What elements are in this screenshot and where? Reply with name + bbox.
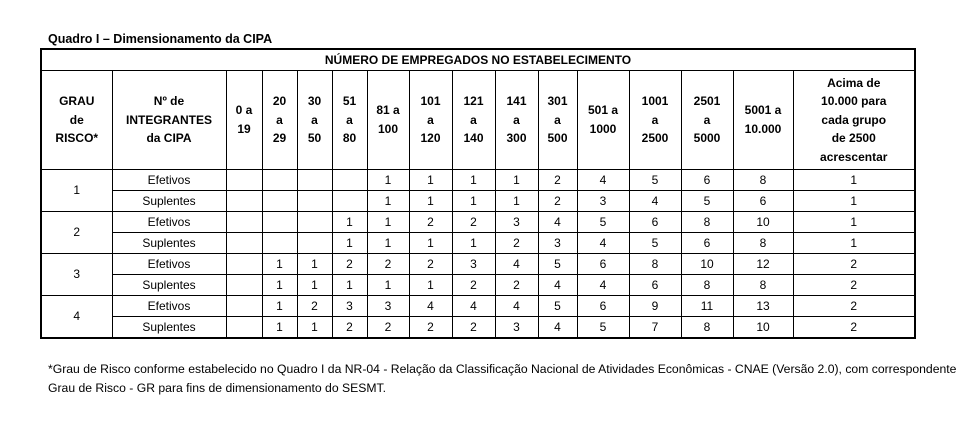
member-type-cell: Efetivos <box>112 254 226 275</box>
value-cell: 5 <box>629 170 681 191</box>
range-header-line: a <box>554 112 561 127</box>
value-cell: 3 <box>332 296 367 317</box>
grau-cell: 1 <box>41 170 112 212</box>
value-cell: 6 <box>577 296 629 317</box>
table-row <box>41 275 915 296</box>
range-header-line: 2501 <box>693 94 721 109</box>
value-cell: 5 <box>538 296 577 317</box>
value-cell <box>297 233 332 254</box>
range-header-line: a <box>513 112 520 127</box>
range-header-line: 19 <box>237 122 251 136</box>
range-header-line: a <box>651 112 659 127</box>
value-cell: 1 <box>332 275 367 296</box>
range-header-line: 0 a <box>235 103 253 118</box>
value-cell: 2 <box>297 296 332 317</box>
value-cell: 1 <box>297 317 332 339</box>
range-header-line: a <box>276 112 283 127</box>
table-row <box>41 212 915 233</box>
value-cell <box>297 170 332 191</box>
value-cell: 1 <box>409 233 452 254</box>
table-row <box>41 170 915 191</box>
value-cell: 10 <box>733 317 793 339</box>
value-cell: 1 <box>793 212 915 233</box>
value-cell: 6 <box>733 191 793 212</box>
range-header <box>297 71 332 170</box>
value-cell: 1 <box>332 233 367 254</box>
value-cell <box>226 212 262 233</box>
value-cell: 4 <box>538 317 577 339</box>
range-header <box>733 71 793 170</box>
value-cell: 4 <box>495 254 538 275</box>
range-header-line: 80 <box>342 131 357 146</box>
value-cell: 1 <box>452 170 495 191</box>
table-row <box>41 317 915 339</box>
range-header-line: 1001 <box>641 94 669 109</box>
value-cell: 1 <box>332 212 367 233</box>
value-cell: 6 <box>629 212 681 233</box>
range-header-line: 1000 <box>589 122 617 136</box>
value-cell: 1 <box>452 191 495 212</box>
value-cell: 6 <box>681 233 733 254</box>
integrantes-header-line: Nº de <box>153 94 185 109</box>
value-cell <box>297 191 332 212</box>
value-cell: 2 <box>538 191 577 212</box>
value-cell: 2 <box>452 317 495 339</box>
value-cell <box>226 254 262 275</box>
value-cell: 5 <box>538 254 577 275</box>
range-header-line: a <box>346 112 353 127</box>
range-header-line: 5001 a <box>744 103 782 118</box>
grau-cell: 2 <box>41 212 112 254</box>
value-cell: 1 <box>367 212 409 233</box>
range-header-line: a <box>470 112 477 127</box>
value-cell <box>226 233 262 254</box>
table-title: Quadro I – Dimensionamento da CIPA <box>48 32 273 46</box>
grau-header <box>41 71 112 170</box>
value-cell <box>226 317 262 339</box>
value-cell <box>262 191 297 212</box>
value-cell: 2 <box>332 254 367 275</box>
range-header <box>262 71 297 170</box>
range-header-line: a <box>703 112 711 127</box>
integrantes-header <box>112 71 226 170</box>
value-cell <box>226 170 262 191</box>
range-header-line: Acima de <box>827 75 881 90</box>
value-cell: 1 <box>793 170 915 191</box>
table-row <box>41 233 915 254</box>
range-header-line: 500 <box>547 131 568 146</box>
value-cell: 2 <box>495 275 538 296</box>
value-cell: 1 <box>409 170 452 191</box>
range-header <box>681 71 733 170</box>
range-header <box>538 71 577 170</box>
value-cell: 4 <box>495 296 538 317</box>
value-cell: 2 <box>367 254 409 275</box>
range-header <box>629 71 681 170</box>
value-cell: 5 <box>681 191 733 212</box>
main-header: NÚMERO DE EMPREGADOS NO ESTABELECIMENTO <box>41 49 915 71</box>
range-header-line: 10.000 <box>744 122 782 136</box>
table-row <box>41 191 915 212</box>
value-cell <box>226 191 262 212</box>
value-cell: 1 <box>367 275 409 296</box>
value-cell: 1 <box>262 317 297 339</box>
value-cell: 8 <box>733 170 793 191</box>
value-cell: 8 <box>681 317 733 339</box>
value-cell: 2 <box>452 275 495 296</box>
value-cell: 8 <box>681 212 733 233</box>
range-header-line: 501 a <box>587 103 619 118</box>
range-header <box>226 71 262 170</box>
value-cell: 2 <box>409 317 452 339</box>
grau-header-line: RISCO* <box>55 131 99 146</box>
range-header-line: 81 a <box>376 103 400 118</box>
range-header-line: 2500 <box>641 131 669 146</box>
value-cell: 1 <box>409 191 452 212</box>
value-cell <box>332 191 367 212</box>
value-cell: 4 <box>538 275 577 296</box>
value-cell: 3 <box>452 254 495 275</box>
grau-header-line: GRAU <box>59 94 95 109</box>
value-cell: 1 <box>262 275 297 296</box>
range-header-line: 300 <box>506 131 527 146</box>
value-cell: 1 <box>297 254 332 275</box>
range-header-line: 50 <box>307 131 322 146</box>
value-cell: 8 <box>681 275 733 296</box>
cipa-dimensioning-table <box>40 48 916 339</box>
member-type-cell: Suplentes <box>112 191 226 212</box>
integrantes-header-line: da CIPA <box>146 131 192 146</box>
table-body <box>41 170 915 339</box>
grau-cell: 4 <box>41 296 112 339</box>
value-cell: 6 <box>681 170 733 191</box>
range-header-line: 140 <box>463 131 484 146</box>
range-header-line: 30 <box>307 94 322 109</box>
value-cell: 12 <box>733 254 793 275</box>
member-type-cell: Efetivos <box>112 296 226 317</box>
value-cell: 1 <box>793 191 915 212</box>
value-cell: 3 <box>495 317 538 339</box>
range-header <box>452 71 495 170</box>
value-cell <box>226 296 262 317</box>
range-header <box>409 71 452 170</box>
value-cell: 1 <box>367 191 409 212</box>
value-cell: 1 <box>495 170 538 191</box>
range-header-line: 141 <box>506 94 527 109</box>
range-header-line: 29 <box>272 131 287 146</box>
table-row <box>41 296 915 317</box>
value-cell: 8 <box>733 233 793 254</box>
value-cell: 9 <box>629 296 681 317</box>
value-cell: 8 <box>733 275 793 296</box>
value-cell: 2 <box>452 212 495 233</box>
value-cell: 3 <box>538 233 577 254</box>
value-cell: 4 <box>577 233 629 254</box>
value-cell: 1 <box>793 233 915 254</box>
member-type-cell: Suplentes <box>112 275 226 296</box>
value-cell: 3 <box>367 296 409 317</box>
value-cell: 4 <box>538 212 577 233</box>
value-cell <box>332 170 367 191</box>
value-cell: 1 <box>367 233 409 254</box>
value-cell: 5 <box>629 233 681 254</box>
range-header <box>793 71 915 170</box>
member-type-cell: Efetivos <box>112 170 226 191</box>
value-cell: 6 <box>577 254 629 275</box>
range-header-line: 51 <box>342 94 357 109</box>
value-cell: 2 <box>409 254 452 275</box>
value-cell: 10 <box>681 254 733 275</box>
value-cell: 11 <box>681 296 733 317</box>
value-cell: 4 <box>577 170 629 191</box>
value-cell: 2 <box>332 317 367 339</box>
range-header-line: 10.000 para <box>821 94 887 109</box>
range-header-line: 121 <box>463 94 484 109</box>
value-cell: 7 <box>629 317 681 339</box>
value-cell: 1 <box>452 233 495 254</box>
range-header <box>577 71 629 170</box>
value-cell: 1 <box>409 275 452 296</box>
member-type-cell: Efetivos <box>112 212 226 233</box>
range-header-line: a <box>427 112 434 127</box>
value-cell: 6 <box>629 275 681 296</box>
value-cell: 2 <box>538 170 577 191</box>
footnote: *Grau de Risco conforme estabelecido no Quadro I da NR-04 - Relação da Classificação Nacional de Atividades Econômicas - CNAE (Versão 2.0), com correspondente Grau de Risco - GR para fins de dimensionamento do SESMT. <box>48 362 957 395</box>
range-header-line: 120 <box>420 131 441 146</box>
grau-cell: 3 <box>41 254 112 296</box>
value-cell: 13 <box>733 296 793 317</box>
value-cell: 1 <box>495 191 538 212</box>
value-cell <box>262 212 297 233</box>
value-cell: 1 <box>297 275 332 296</box>
integrantes-header-line: INTEGRANTES <box>125 112 212 127</box>
value-cell: 3 <box>577 191 629 212</box>
range-header-line: de 2500 <box>831 131 876 146</box>
value-cell <box>262 233 297 254</box>
value-cell <box>262 170 297 191</box>
value-cell: 4 <box>629 191 681 212</box>
value-cell <box>297 212 332 233</box>
value-cell: 1 <box>262 254 297 275</box>
range-header <box>332 71 367 170</box>
value-cell: 4 <box>409 296 452 317</box>
value-cell <box>226 275 262 296</box>
range-header-line: cada grupo <box>821 112 887 127</box>
range-header-line: 5000 <box>693 131 721 146</box>
range-header-line: acrescentar <box>820 149 888 164</box>
member-type-cell: Suplentes <box>112 233 226 254</box>
value-cell: 1 <box>262 296 297 317</box>
value-cell: 2 <box>793 317 915 339</box>
value-cell: 1 <box>367 170 409 191</box>
range-header <box>495 71 538 170</box>
value-cell: 2 <box>793 275 915 296</box>
table-row <box>41 254 915 275</box>
range-header <box>367 71 409 170</box>
range-header-line: 101 <box>420 94 441 109</box>
value-cell: 5 <box>577 317 629 339</box>
value-cell: 2 <box>409 212 452 233</box>
member-type-cell: Suplentes <box>112 317 226 339</box>
range-header-line: 301 <box>547 94 568 109</box>
range-header-line: 20 <box>272 94 287 109</box>
value-cell: 2 <box>793 254 915 275</box>
value-cell: 8 <box>629 254 681 275</box>
column-header-row <box>41 71 915 170</box>
value-cell: 4 <box>452 296 495 317</box>
value-cell: 4 <box>577 275 629 296</box>
grau-header-line: de <box>69 112 84 127</box>
value-cell: 3 <box>495 212 538 233</box>
value-cell: 2 <box>793 296 915 317</box>
value-cell: 5 <box>577 212 629 233</box>
value-cell: 2 <box>495 233 538 254</box>
range-header-line: a <box>311 112 318 127</box>
value-cell: 2 <box>367 317 409 339</box>
range-header-line: 100 <box>377 122 399 136</box>
value-cell: 10 <box>733 212 793 233</box>
